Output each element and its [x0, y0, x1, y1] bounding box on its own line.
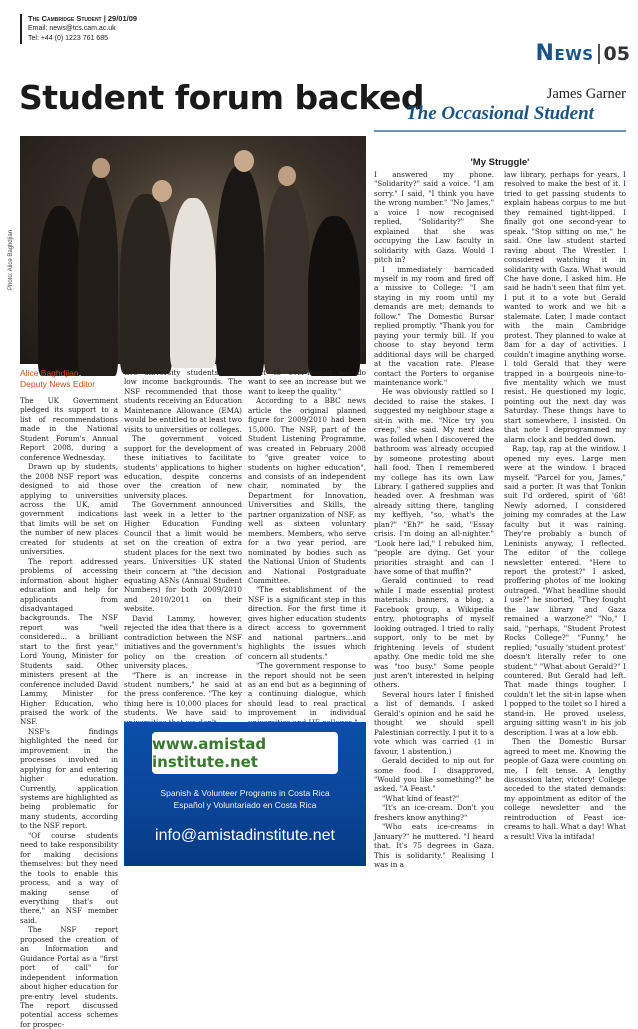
masthead-email: Email: news@tcs.cam.ac.uk	[28, 25, 116, 32]
column-paragraph: "What kind of feast?"	[382, 793, 460, 803]
article-paragraph: "The government response to the report should not be seen as an end but as a beginning of a continuing dialogue, which should lead to real practical improvement in individual	[248, 661, 366, 718]
article-paragraph: "Of course students need to take responsibility for making decisions themselves: but they need the tools to enable this process, and a way of making sense of everything that's out there," an NSF member said.	[20, 830, 118, 925]
column-paragraph: Rap, tap, rap at the window. I opened my eyes. Large men were at the window. I braced myself. "Parcel for you, James," said a porter. It was that Tonkin suit I'd ordered, spirit of '68! Newly adorned, I considered joining my comrades at the Law faculty but it was raining. They're probably a bunch of Leninists anyway, I reflected. The editor of the college newsletter entered. "Here to report the protest?" I asked, proffering photos of me looking outraged. "What headline should I use?" he snorted, "They fought the law library and Gaza remained a warzone?" "No," I said, "perhaps, "Student Protest Rocks College?" "Funny," he replied; "usually 'student protest' doesn't literally refer to one student." "What about Gerald?" I countered. But Gerald had left. That made things tougher. I couldn't let the sit-in lapse when I popped to the toilet so I hired a stand-in. He proved useless, arguing sitting wasn't in his job description. I was at a low ebb.	[504, 444, 626, 737]
section-header	[536, 41, 630, 66]
article-paragraph: The Government announced last week in a letter to the Higher Education Funding Council that a limit would be set on the creation of extra student places for the next two years. Universities UK stated their concern at "the decision equating ASNs (Annual Student Numbers) for both 2009/2010 and 2010/2011 on their website.	[124, 500, 242, 614]
article-paragraph: tive university students from low income backgrounds. The NSF recommended that those students receiving an Education Maintenance Allowance (EMA) would be entitled to at least two visits to universities or colleges.	[124, 368, 242, 434]
column-text-1	[374, 170, 494, 868]
article-paragraph: Drawn up by students, the 2008 NSF report was designed to aid those applying to universities across the UK, amid government indications that limits will be set on the number of new places created for students at universities.	[20, 462, 118, 557]
article-paragraph: NSF's findings highlighted the need for improvement in the processes involved in applying for and entering higher education. Currently, application systems are highlighted as being problematic for many students, according to the NSF report.	[20, 726, 118, 831]
article-paragraph: David Lammy, however, rejected the idea that there is a contradiction between the NSF initiatives and the government's policy on the creation of university places.	[124, 613, 242, 671]
author-name: Alice Baghdjian	[20, 368, 79, 378]
article-paragraph: The NSF report proposed the creation of an Information and Guidance Portal as a "first port of call" for independent information about higher education for pre-entry level students. The report discussed potential access schemes for prospec-	[20, 925, 118, 1029]
column-paragraph: "Who eats ice-creams in January?" he muttered. "I heard that. It's 75 degrees in Gaza. This is solidarity." Realising I was in a	[374, 822, 494, 870]
article-column-1	[20, 396, 118, 1029]
column-subhead: 'My Struggle'	[470, 157, 530, 168]
amistad-advertisement[interactable]	[124, 722, 366, 866]
article-paragraph: The UK Government pledged its support to a list of recommendations made in the National Student Forum's Annual Report 2008, during a conference Wednesday.	[20, 396, 118, 462]
amistad-logo: www.amistad institute.net	[152, 732, 338, 774]
column-paragraph: He was obviously rattled so I decided to raise the stakes. I suggested my neighbour stage a sit-in with me. "Nice try you creep," she said. My next idea was foiled when I discovered the bathroom was already occupied by someone protesting about hall food. Then I remembered my college has its own Law Library. I gathered supplies and headed over. A freshman was already sitting there, tangling my keffiyeh, "so, what's the plan?" "Eh?" he said, "Essay crisis. I'm doing an all-nighter." "Look here lad," I rebuked him, "people are dying. Get your priorities straight and can I have some of that muffin?"	[374, 387, 494, 577]
article-column-2	[124, 368, 242, 718]
column-paragraph: Several hours later I finished a list of demands. I asked Gerald's opinion and he said he thought we should spell Palestinian correctly. I put it to a vote which was carried (1 in favour, 1 abstention.)	[374, 689, 494, 756]
article-column-3	[248, 368, 366, 718]
section-name: News	[535, 41, 594, 66]
column-text-2	[504, 170, 626, 868]
section-divider	[598, 44, 600, 64]
column-paragraph: "It's an ice-cream. Don't you freshers know anything?"	[374, 803, 494, 822]
masthead	[20, 14, 220, 44]
column-title: The Occasional Student	[406, 103, 594, 124]
article-paragraph: "There is an increase in student numbers," he said at the press conference. "The key thing here is 10,000 places for students. We have said to	[124, 670, 242, 718]
photo-credit: Photo: Alice Baghdjian	[8, 229, 14, 290]
masthead-publication: The Cambridge Student | 29/01/09	[28, 14, 138, 23]
column-paragraph: I immediately barricaded myself in my room and fired off a missive to College: "I am staying in my room until my demands are met; demands to follow." The Domestic Bursar replied promptly. "Thank you for paying your termly bill. If you choose to stay beyond term additional days will be charged at the vacation rate. Please contact the Porters to organise maintenance work."	[374, 264, 494, 387]
column-paragraph: Gerald decided to nip out for some food. I disapproved, "Would you like something?" he asked. "A Feast."	[374, 756, 494, 794]
article-photo	[20, 136, 366, 364]
article-headline: Student forum backed	[19, 78, 424, 117]
ad-line-spanish: Español y Voluntariado en Costa Rica	[173, 800, 317, 810]
article-paragraph: "The establishment of the NSF is a significant step in this direction. For the first time it gives higher education students direct access to government and national partners...and highlights the issues which concern all students."	[248, 585, 366, 661]
article-paragraph: want to over-recruit...we do want to see an increase but we want to keep the quality."	[248, 368, 366, 396]
column-paragraph: law library, perhaps for years, I resolved to make the best of it. I tried to get passing students to explain habeas corpus to me but they remained tight-lipped. I finally got one second-year to speak. "Stop sitting on me," he said. One law student started raving about The Wrestler. I considered watching it in solidarity with Gaza. What would Che have done, I asked him. He said he hadn't seen that film yet. I put it to a vote but Gerald wanted to work and we hit a stalemate. Later, I made contact with the main Cambridge protest. They planned to wake at 8am for a day of activities. I couldn't imagine anything worse. I told Gerald that they were trapped in a bourgeois nine-to-five mentality which we must resist. He questioned my logic, pointing out the next day was Saturday. These things have to start somewhere, I insisted. On that note I deprogrammed my alarm clock and bedded down.	[504, 170, 626, 444]
column-paragraph: Then the Domestic Bursar agreed to meet me. Knowing the people of Gaza were counting on me, I felt tense. A lengthy discussion later, victory! College acceded to the stated demands: my appointment as editor of the college newsletter and the reintroduction of Feast ice-creams to hall. What a day! What a result! Viva la intifada!	[504, 737, 626, 841]
ad-line-english: Spanish & Volunteer Programs in Costa Rica	[160, 788, 330, 798]
author-role: Deputy News Editor	[20, 379, 96, 389]
article-paragraph: The report addressed problems of accessing information about higher education and help for applicants from disadvantaged backgrounds. The NSF report was "well considered... a brilliant start to the first year," Lord Young, Minister for Students said. Other ministers present at the conference included David Lammy, Minister for Higher Education, who praised the work of the NSF.	[20, 556, 118, 727]
article-byline	[20, 368, 95, 390]
article-paragraph: According to a BBC news article the original planned figure for 2009/2010 had been 15,000. The NSF, part of the Student Listening Programme, was created in February 2008 to "give greater voice to students on higher education", and consists of an independent chair, nominated by the Department for Innovation, Universities and Skills, the partner organization of NSF, as well as sixteen voluntary members. Members, who serve for a two year period, are nominated by bodies such as the National Union of Students and National Postgraduate Committee.	[248, 396, 366, 585]
ad-email-link[interactable]: info@amistadinstitute.net	[155, 827, 335, 844]
column-paragraph: I answered my phone. "Solidarity?" said a voice. "I am sorry." I said, "I think you have the wrong number." "No James," a voice I now recognised replied, "Solidarity?" She explained that she was occupying the Law faculty in solidarity with Gaza. Would I pitch in?	[374, 170, 494, 265]
columnist-name: James Garner	[546, 86, 626, 102]
column-paragraph: Gerald continued to read while I made essential protest materials: banners, a blog, a Facebook group, a Wikipedia entry, photographs of myself looking outraged. I tried to rally support, only to be met by frightening levels of student apathy. One medic told me she was "too busy." Some people just aren't interested in helping others.	[374, 576, 494, 690]
page-number: 05	[603, 43, 630, 65]
column-rule	[374, 130, 626, 132]
article-paragraph: The government voiced support for the development of these initiatives to facilitate students' applications to higher education, despite concerns over the creation of new university places.	[124, 434, 242, 500]
masthead-tel: Tel: +44 (0) 1223 761 685	[28, 35, 108, 42]
